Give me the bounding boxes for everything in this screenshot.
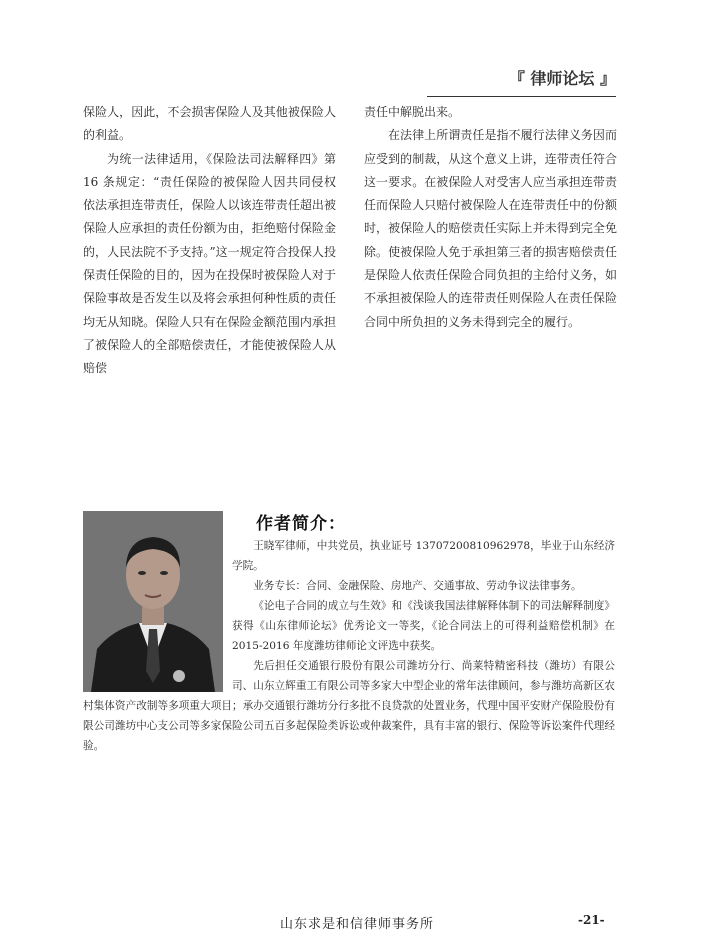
author-bio-paragraph-1: 王晓军律师，中共党员，执业证号 13707200810962978，毕业于山东经济学院。 <box>232 540 615 572</box>
author-bio <box>83 536 615 756</box>
right-paragraph-1: 责任中解脱出来。 <box>364 105 461 119</box>
author-bio-paragraph-4: 先后担任交通银行股份有限公司潍坊分行、尚莱特精密科技（潍坊）有限公司、山东立辉重工有限公司等多家大中型企业的常年法律顾问，参与潍坊高新区农村集体资产改制等多项重大项目；承办交通银行潍坊分行多批不良贷款的处置业务，代理中国平安财产保险股份有限公司潍坊中心支公司等多家保险公司五百多起保险类诉讼或仲裁案件，具有丰富的银行、保险等诉讼案件代理经验。 <box>83 660 615 752</box>
left-paragraph-2: 为统一法律适用，《保险法司法解释四》第 16 条规定：“责任保险的被保险人因共同侵权依法承担连带责任，保险人以该连带责任超出被保险人应承担的责任份额为由，拒绝赔付保险金的，人民法院不予支持。”这一规定符合投保人投保责任保险的目的，因为在投保时被保险人对于保险事故是否发生以及将会承担何种性质的责任均无从知晓。保险人只有在保险金额范围内承担了被保险人的全部赔偿责任，才能使被保险人从赔偿 <box>83 151 336 376</box>
left-column <box>83 101 336 381</box>
footer-firm-name: 山东求是和信律师事务所 <box>279 917 434 932</box>
author-bio-title: 作者简介： <box>256 514 346 534</box>
left-paragraph-1: 保险人，因此，不会损害保险人及其他被保险人的利益。 <box>83 105 336 143</box>
right-paragraph-2: 在法律上所谓责任是指不履行法律义务因而应受到的制裁，从这个意义上讲，连带责任符合这一要求。在被保险人对受害人应当承担连带责任而保险人只赔付被保险人在连带责任中的份额时，被保险人的赔偿责任实际上并未得到完全免除。使被保险人免于承担第三者的损害赔偿责任是保险人依责任保险合同负担的主给付义务，如不承担被保险人的连带责任则保险人在责任保险合同中所负担的义务未得到完全的履行。 <box>364 128 617 329</box>
right-column <box>364 101 617 334</box>
author-bio-paragraph-2: 业务专长：合同、金融保险、房地产、交通事故、劳动争议法律事务。 <box>253 580 582 592</box>
page-number: -21- <box>578 913 605 927</box>
author-bio-paragraph-3: 《论电子合同的成立与生效》和《浅谈我国法律解释体制下的司法解释制度》获得《山东律师论坛》优秀论文一等奖，《论合同法上的可得利益赔偿机制》在 2015-2016 年度潍坊律师论文评选中获奖。 <box>232 600 615 652</box>
photo-spacer <box>83 536 232 696</box>
section-header: 『 律师论坛 』 <box>427 66 616 97</box>
